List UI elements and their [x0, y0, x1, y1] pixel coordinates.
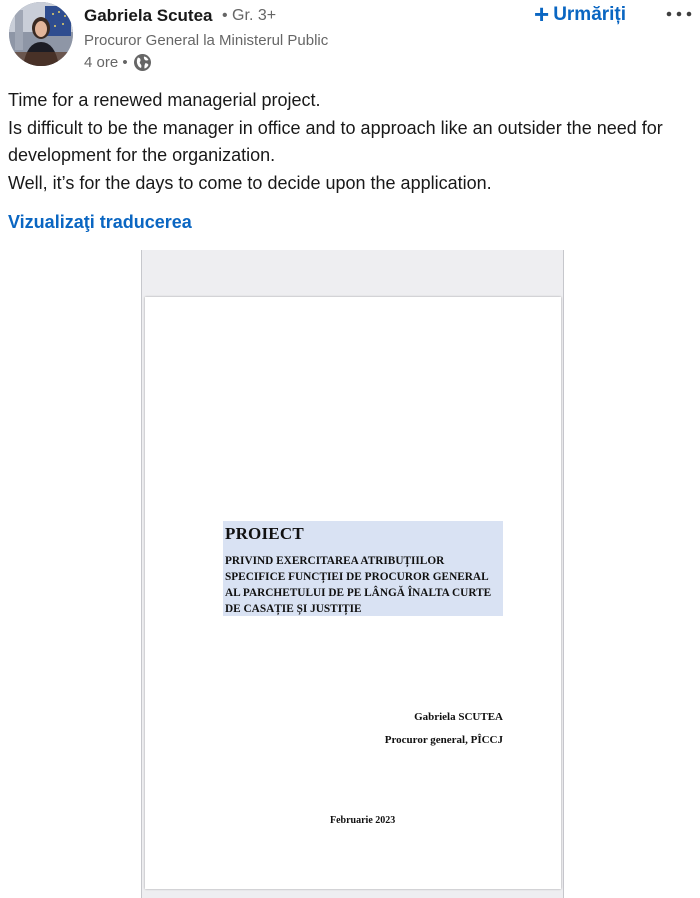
document-viewer[interactable]: [141, 250, 564, 898]
document-author: Gabriela SCUTEA: [414, 711, 503, 723]
more-options-button[interactable]: [664, 2, 696, 26]
connection-degree: • Gr. 3+: [222, 7, 277, 24]
document-author-role: Procuror general, PÎCCJ: [384, 734, 503, 746]
document-page: [145, 297, 561, 889]
post-text-line: Time for a renewed managerial project.: [8, 90, 321, 110]
post-text-line: Well, it’s for the days to come to decide upon the application.: [8, 172, 492, 193]
document-subtitle-line: PRIVIND EXERCITAREA ATRIBUȚIILOR: [225, 555, 445, 567]
avatar[interactable]: [9, 2, 73, 66]
avatar-image: [9, 2, 73, 66]
author-name[interactable]: Gabriela Scutea: [84, 6, 213, 25]
document-title-block: [223, 521, 503, 616]
globe-icon: [133, 53, 152, 72]
document-subtitle-line: SPECIFICE FUNCȚIEI DE PROCUROR GENERAL: [225, 571, 489, 583]
document-date: Februarie 2023: [330, 815, 396, 826]
post-text-line: Is difficult to be the manager in office and to approach like an outsider the need for development for the organization.: [8, 117, 663, 165]
more-dots-icon: [664, 2, 696, 26]
plus-icon: +: [534, 0, 550, 29]
post-meta: [84, 53, 152, 72]
follow-label: Urmăriți: [553, 4, 627, 25]
document-title: PROIECT: [225, 524, 304, 543]
see-translation-link[interactable]: Vizualizaţi traducerea: [8, 212, 192, 232]
document-subtitle: [225, 553, 503, 617]
document-subtitle-line: DE CASAȚIE ȘI JUSTIȚIE: [225, 603, 362, 615]
author-headline: Procuror General la Ministerul Public: [84, 32, 329, 49]
post-time: 4 ore •: [84, 54, 128, 71]
document-subtitle-line: AL PARCHETULUI DE PE LÂNGĂ ÎNALTA CURTE: [225, 587, 492, 599]
post-header: [0, 0, 700, 80]
post-text: [8, 87, 698, 197]
follow-button[interactable]: [534, 0, 626, 30]
